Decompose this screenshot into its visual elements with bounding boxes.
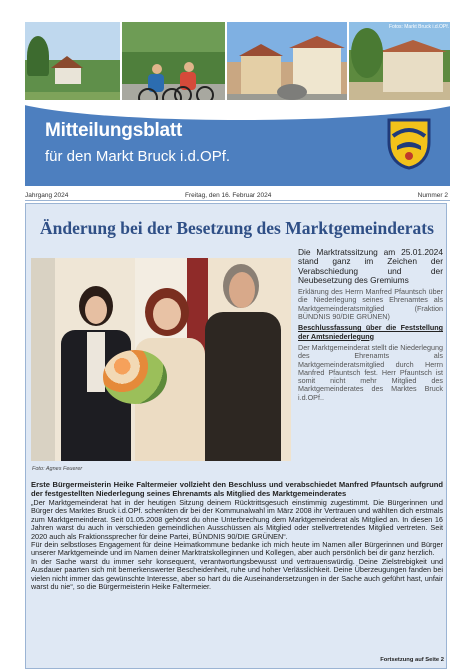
sidebar-heading-resolution: Beschlussfassung über die Feststellung der Amtsniederlegung: [298, 323, 443, 341]
coat-of-arms-icon: [385, 116, 433, 170]
continued-note: Fortsetzung auf Seite 2: [380, 657, 444, 663]
article-headline: Änderung bei der Besetzung des Marktgemeinderats: [40, 218, 434, 238]
sidebar-item-declaration: Erklärung des Herrn Manfred Pfauntsch über die Niederlegung seines Ehrenamtes als Marktgemeinderatsmitglied (Fraktion BÜNDNIS 90/DIE GRÜNEN): [298, 287, 443, 322]
sidebar-resolution-text: Der Marktgemeinderat stellt die Niederlegung des Ehrenamts als Marktgemeinderatsmitglied durch Herrn Manfred Pfauntsch fest. Herr Pfauntsch ist somit nicht mehr Mitglied des Marktgemeinderates des Marktes Bruck i.d.OPf..: [298, 342, 443, 402]
issue-date: Freitag, den 16. Februar 2024: [185, 192, 272, 199]
article-photo: [31, 258, 291, 461]
article-body: [31, 480, 443, 591]
issue-number: Nummer 2: [417, 192, 448, 199]
masthead-title: Mitteilungsblatt: [45, 120, 183, 141]
issue-info-bar: [25, 190, 450, 201]
sidebar-lead: Die Marktratssitzung am 25.01.2024 stand ganz im Zeichen der Verabschiedung und der Neubesetzung des Gremiums: [298, 247, 443, 285]
photo-caption: Foto: Agnes Feuerer: [32, 466, 83, 472]
issue-year: Jahrgang 2024: [25, 192, 69, 199]
photo-credit: Fotos: Markt Bruck i.d.OPf.: [388, 24, 449, 30]
body-paragraph: Für dein selbstloses Engagement für deine Heimatkommune bedanke ich mich heute im Namen aller Bürgerinnen und Bürger unserer Marktgemeinde und im Namen deiner Marktratskolleginnen und Kollegen, aber auch persönlich bei dir ganz herzlich.: [31, 540, 443, 558]
body-paragraph: In der Sache warst du immer sehr konsequent, verantwortungsbewusst und vertrauenswürdig. Deine Zielstrebigkeit und Ausdauer paarten sich mit bemerkenswerter Bescheidenheit, ruhe und hoher Verlässlichkeit. Deine Überzeugungen fanden bei vielen nicht immer das gewünschte Interesse, aber so hart du die Auseinandersetzungen in der Sache auch geführt hast, unfair warst du nie“, so die Bürgermeisterin Heike Faltermeier.: [31, 556, 443, 592]
body-paragraph: „Der Marktgemeinderat hat in der heutigen Sitzung deinem Rücktrittsgesuch einstimmig zugestimmt. Die Bürgerinnen und Bürger des Marktes Bruck i.d.OPf. schenkten dir bei der Kommunalwahl im März 2008 ihr Vertrauen und wählten dich erstmals zum Marktgemeinderat. Seit 01.05.2008 gehörst du ohne Unterbrechung dem Marktgemeinderat als Mitglied an. In diesen 16 Jahren warst du auch in verschieden gemeindlichen Ausschüssen als Mitglied oder stellvertretendes Mitglied vertreten. Seit 2020 auch als Fraktionssprecher für deine Partei, BÜNDNIS 90/DIE GRÜNEN“.: [31, 498, 443, 541]
article-sidebar-text: [298, 248, 443, 405]
masthead-subtitle: für den Markt Bruck i.d.OPf.: [45, 148, 231, 165]
body-lead: Erste Bürgermeisterin Heike Faltermeier vollzieht den Beschluss und verabschiedet Manfred Pfauntsch aufgrund der festgestellten Niederlegung seines Ehrenamts als Mitglied des Marktgemeinderates: [31, 480, 443, 498]
